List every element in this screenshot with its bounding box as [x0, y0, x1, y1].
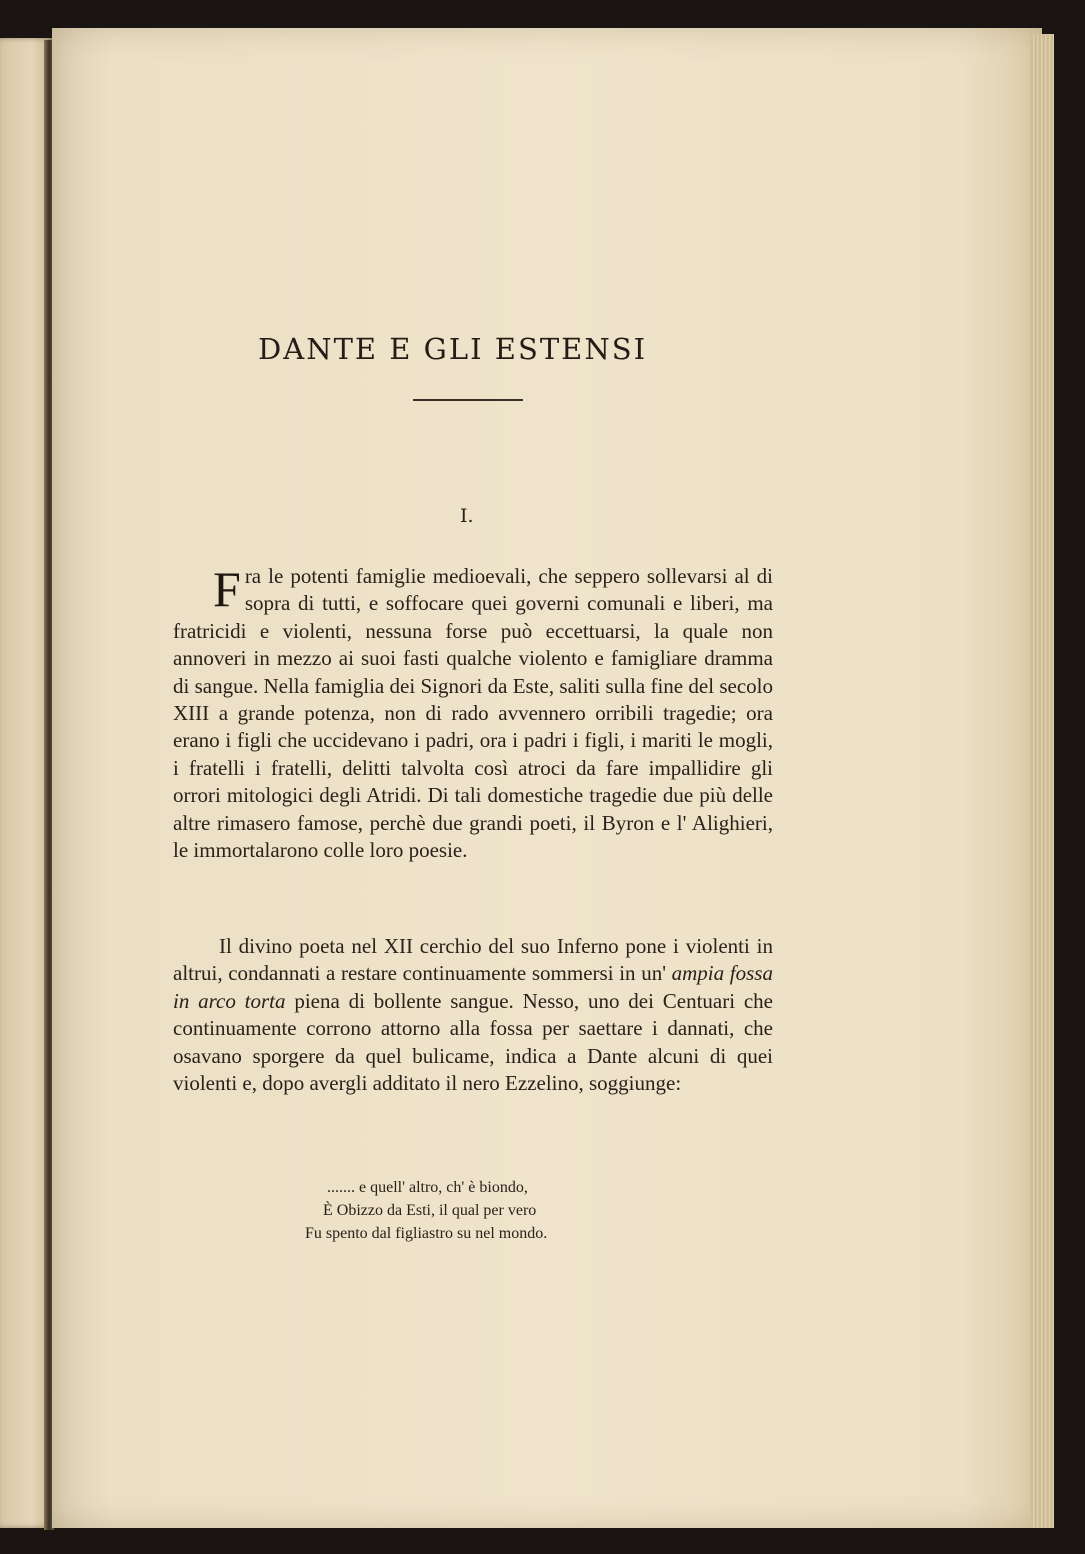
paragraph-2-text-start: Il divino poeta nel XII cerchio del suo Inferno pone i violenti in altrui, condannati a restare continuamente sommersi in un' [173, 934, 773, 986]
section-number: I. [460, 505, 474, 527]
paragraph-2-text-end: piena di bollente sangue. Nesso, uno dei Centuari che continuamente corrono attorno alla fossa per saettare i dannati, che osavano sporgere da quel bulicame, indica a Dante alcuni di quei violenti e, dopo avergli additato il nero Ezzelino, soggiunge: [173, 988, 773, 1096]
title-divider [413, 399, 523, 401]
page-title: DANTE E GLI ESTENSI [258, 332, 648, 366]
verse-quote [305, 1176, 645, 1245]
verse-line: È Obizzo da Esti, il qual per vero [323, 1202, 537, 1219]
paragraph-1-text: ra le potenti famiglie medioevali, che seppero sollevarsi al di sopra di tutti, e soffocare quei governi comunali e liberi, ma fratricidi e violenti, nessuna forse può eccettuarsi, la quale non annoveri in mezzo ai suoi fasti qualche violento e famigliare dramma di sangue. Nella famiglia dei Signori da Este, saliti sulla fine del secolo XIII a grande potenza, non di rado avvennero orribili tragedie; ora erano i figli che uccidevano i padri, ora i padri i figli, i mariti le mogli, i fratelli i fratelli, delitti talvolta così atroci da fare impallidire gli orrori mitologici degli Atridi. Di tali domestiche tragedie due più delle altre rimasero famose, perchè due grandi poeti, il Byron e l' Alighieri, le immortalarono colle loro poesie. [173, 564, 773, 863]
drop-cap: F [213, 561, 241, 617]
paragraph-2 [173, 933, 773, 1097]
page-stack-edge [1030, 34, 1054, 1528]
verse-line: ....... e quell' altro, ch' è biondo, [327, 1179, 528, 1196]
paragraph-2-italic: ampia fossa in arco torta [173, 961, 773, 1013]
verse-line: Fu spento dal figliastro su nel mondo. [305, 1225, 548, 1242]
paragraph-1 [173, 563, 773, 864]
